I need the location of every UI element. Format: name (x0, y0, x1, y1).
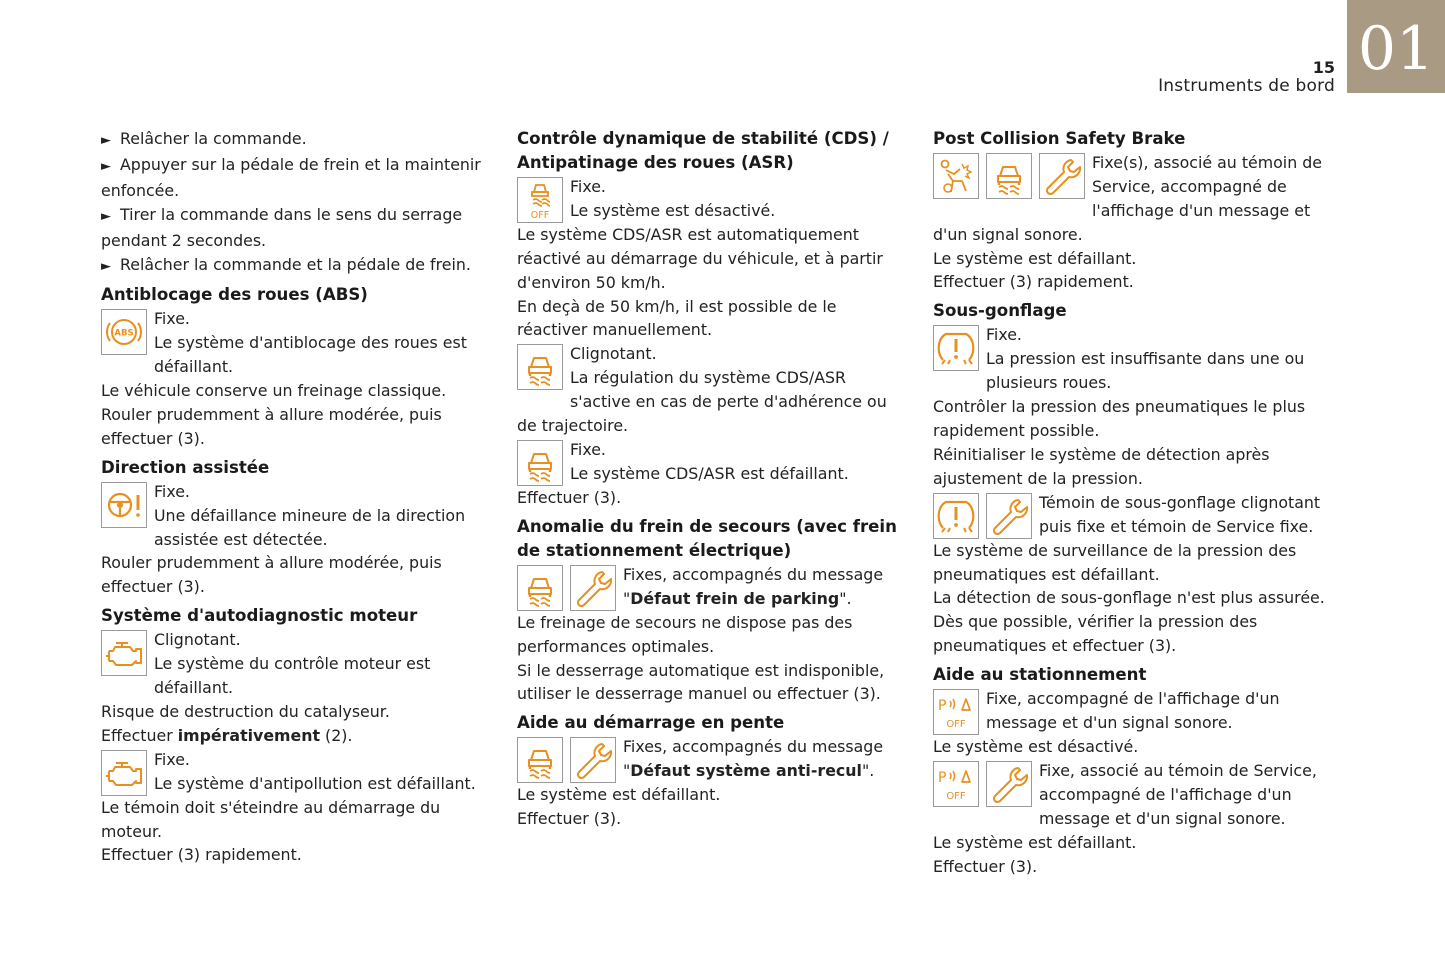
step-text: Appuyer sur la pédale de frein et la maintenir enfoncée. (101, 154, 481, 200)
step-text: Relâcher la commande. (120, 129, 307, 148)
icon-row (101, 309, 147, 355)
description-text: Le système du contrôle moteur est défaillant. (154, 654, 431, 697)
paragraph: Le système est défaillant. (933, 248, 1137, 268)
icon-row (933, 761, 1032, 807)
parking-sensor-off-icon (933, 761, 979, 807)
column-1 (101, 127, 496, 872)
icon-row (101, 630, 147, 676)
wrench-icon (570, 737, 616, 783)
section-post-collision-brake (933, 127, 1325, 294)
paragraph (101, 724, 496, 748)
description-text: Le système CDS/ASR est défaillant. (570, 463, 849, 483)
wrench-icon (570, 565, 616, 611)
section-hill-start (517, 711, 910, 831)
message-text: Défaut frein de parking (630, 588, 840, 608)
section-title: Sous-gonflage (933, 301, 1067, 321)
paragraph: Rouler prudemment à allure modérée, puis effectuer (3). (101, 553, 442, 597)
bullet-step (101, 203, 496, 253)
description-text: La régulation du système CDS/ASR s'active en cas de perte d'adhérence ou de trajectoire. (517, 368, 887, 436)
paragraph: Le système est désactivé. (933, 737, 1139, 757)
paragraph: Le système de surveillance de la pression des pneumatiques est défaillant. (933, 540, 1297, 584)
status-text: Fixe. (154, 309, 190, 329)
status-text: Fixe. (154, 481, 190, 501)
status-text: Fixe. (986, 325, 1022, 345)
tyre-pressure-icon (933, 493, 979, 539)
bullet-step (101, 153, 496, 203)
section-power-steering (101, 456, 496, 599)
description-text: Une défaillance mineure de la direction assistée est détectée. (154, 505, 466, 549)
section-title: Aide au démarrage en pente (517, 713, 785, 733)
icon-row (933, 689, 979, 735)
icon-row (517, 177, 563, 223)
wrench-icon (986, 761, 1032, 807)
page-number: 15 (1312, 58, 1335, 77)
section-cds-asr (517, 127, 910, 510)
bullet-arrow-icon: ► (101, 258, 111, 274)
paragraph: Dès que possible, vérifier la pression des pneumatiques et effectuer (3). (933, 612, 1258, 656)
status-text: Clignotant. (154, 630, 241, 650)
paragraph: Le système CDS/ASR est automatiquement réactivé au démarrage du véhicule, et à partir d'environ 50 km/h. (517, 224, 883, 292)
paragraph: Effectuer (3). (517, 487, 622, 507)
paragraph: La détection de sous-gonflage n'est plus assurée. (933, 588, 1325, 608)
paragraph: Le système est défaillant. (517, 785, 721, 805)
skid-icon (517, 344, 563, 390)
description-text: Témoin de sous-gonflage clignotant puis fixe et témoin de Service fixe. (1039, 492, 1321, 536)
description-prefix: Fixes, accompagnés du message " (623, 737, 884, 781)
paragraph: Le système est défaillant. (933, 832, 1137, 852)
description-suffix: ". (861, 761, 875, 781)
paragraph: Rouler prudemment à allure modérée, puis effectuer (3). (101, 404, 442, 448)
section-title: Direction assistée (101, 457, 270, 477)
description-text: Le système d'antiblocage des roues est défaillant. (154, 333, 467, 377)
column-3 (933, 127, 1325, 883)
section-title: Post Collision Safety Brake (933, 129, 1186, 148)
step-text: Tirer la commande dans le sens du serrage pendant 2 secondes. (101, 204, 463, 250)
collision-icon (933, 153, 979, 199)
description-suffix: ". (839, 588, 852, 608)
section-parking-aid (933, 663, 1325, 878)
chapter-number: 01 (1357, 14, 1435, 84)
bullet-step (101, 253, 496, 279)
section-title: Antiblocage des roues (ABS) (101, 285, 368, 305)
icon-row (101, 750, 147, 796)
description-text: Fixe, accompagné de l'affichage d'un message et d'un signal sonore. (986, 689, 1280, 732)
bullet-step (101, 127, 496, 153)
description-text: La pression est insuffisante dans une ou plusieurs roues. (986, 349, 1305, 393)
description-text: Fixe(s), associé au témoin de Service, accompagné de l'affichage d'un message et d'un signal sonore. (933, 152, 1322, 244)
description-prefix: Fixes, accompagnés du message " (623, 564, 884, 608)
description-text: Le système d'antipollution est défaillant. (154, 773, 476, 793)
section-emergency-brake (517, 515, 910, 706)
parking-sensor-off-icon (933, 689, 979, 735)
status-text: Fixe. (570, 176, 606, 196)
paragraph: Le véhicule conserve un freinage classique. (101, 381, 447, 401)
paragraph: Effectuer (3) rapidement. (101, 845, 302, 865)
step-text: Relâcher la commande et la pédale de frein. (120, 254, 471, 274)
description-text: Le système est désactivé. (570, 200, 776, 220)
paragraph: Si le desserrage automatique est indisponible, utiliser le desserrage manuel ou effectuer (3). (517, 660, 885, 704)
icon-row (517, 440, 563, 486)
section-title: Système d'autodiagnostic moteur (101, 606, 418, 626)
wrench-icon (1039, 153, 1085, 199)
status-text: Clignotant. (570, 344, 657, 364)
abs-icon (101, 309, 147, 355)
message-text: Défaut système anti-recul (630, 761, 862, 781)
skid-icon (517, 737, 563, 783)
icon-row (933, 325, 979, 371)
bullet-arrow-icon: ► (101, 133, 111, 148)
skid-icon (517, 440, 563, 486)
section-under-inflation (933, 299, 1325, 658)
section-title: Anomalie du frein de secours (avec frein de stationnement électrique) (517, 516, 897, 560)
paragraph: Contrôler la pression des pneumatiques le plus rapidement possible. (933, 396, 1306, 440)
emphasis-text: impérativement (177, 725, 321, 745)
paragraph: Effectuer (3). (517, 809, 622, 829)
section-engine-diagnostic (101, 604, 496, 867)
paragraph: Le témoin doit s'éteindre au démarrage du moteur. (101, 797, 441, 841)
section-title: Contrôle dynamique de stabilité (CDS) / Antipatinage des roues (ASR) (517, 129, 889, 172)
paragraph: Effectuer (3). (933, 856, 1038, 876)
engine-icon (101, 630, 147, 676)
paragraph-suffix: (2). (320, 725, 353, 745)
tyre-pressure-icon (933, 325, 979, 371)
procedure-steps (101, 127, 496, 278)
column-2 (517, 127, 910, 836)
paragraph: Réinitialiser le système de détection après ajustement de la pression. (933, 444, 1270, 488)
page-section-title: Instruments de bord (1158, 76, 1335, 96)
icon-row (933, 493, 1032, 539)
section-title: Aide au stationnement (933, 665, 1147, 685)
paragraph-prefix: Effectuer (101, 725, 178, 745)
power-steering-icon (101, 482, 147, 528)
cds-off-icon (517, 177, 563, 223)
icon-row (101, 482, 147, 528)
icon-row (517, 737, 616, 783)
chapter-tab (1347, 0, 1445, 93)
icon-row (517, 344, 563, 390)
engine-icon (101, 750, 147, 796)
paragraph: Le freinage de secours ne dispose pas des performances optimales. (517, 612, 853, 656)
paragraph: En deçà de 50 km/h, il est possible de le réactiver manuellement. (517, 296, 837, 340)
paragraph: Effectuer (3) rapidement. (933, 272, 1134, 292)
status-text: Fixe. (154, 749, 190, 769)
skid-icon (986, 153, 1032, 199)
paragraph: Risque de destruction du catalyseur. (101, 701, 390, 721)
description-text: Fixe, associé au témoin de Service, accompagné de l'affichage d'un message et d'un signal sonore. (1039, 760, 1317, 828)
bullet-arrow-icon: ► (101, 158, 111, 174)
icon-row (517, 565, 616, 611)
status-text: Fixe. (570, 439, 606, 459)
wrench-icon (986, 493, 1032, 539)
bullet-arrow-icon: ► (101, 208, 111, 224)
section-abs (101, 283, 496, 450)
skid-icon (517, 565, 563, 611)
icon-row (933, 153, 1085, 199)
